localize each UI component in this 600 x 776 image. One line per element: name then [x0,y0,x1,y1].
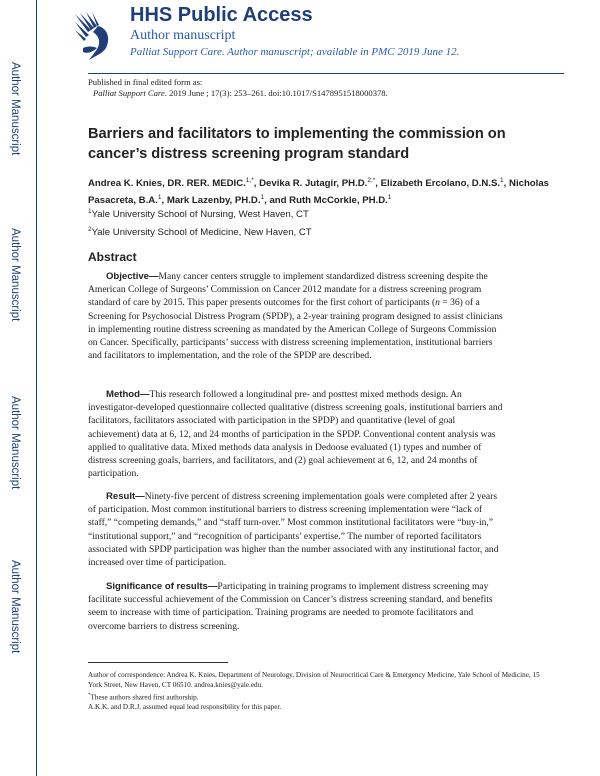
abstract-result [88,490,504,569]
author-list [88,174,550,208]
author-affiliation-mark: 1,* [245,177,254,184]
section-text: Many cancer centers struggle to implement standardized distress screening despite the American College of Surgeons’ Commission on Cancer 2012 mandate for a distress screening program standard of care by 2015. This paper presents outcomes for the first cohort of participants ( [88,271,488,309]
correspondence-note: Author of correspondence: Andrea K. Knies, Department of Neurology, Division of Neurocritical Care & Emergency Medicine, Yale School of Medicine, 15 York Street, New Haven, CT 06510. andrea.knies@yale.edu. [88,671,540,689]
section-label: Significance of results— [106,581,218,592]
citation-journal: Palliat Support Care [93,88,165,98]
author-separator: , [503,178,510,190]
sidebar-label: Author Manuscript [9,560,21,654]
section-text-continued: = 36) of a Screening for Psychosocial Distress Program (SPDP), a 2-year training program designed to assist clinicians in implementing routine distress screening as mandated by the American College of Surgeons Commission on Cancer. Specifically, participants’ success with distress screening implementation, institutional barriers and facilitators to implementation, and the role of the SPDP are described. [88,297,503,362]
section-text: Participating in training programs to implement distress screening may facilitate successful achievement of the Commission on Cancer’s distress screening standard, and benefits seem to increase with time of participation. Training programs are needed to promote facilitators and overcome barriers to distress screening. [88,581,493,632]
shared-mark: * [88,692,91,698]
footnotes [88,671,540,713]
author-name: Ruth McCorkle, PH.D. [289,195,388,207]
author-manuscript-label: Author manuscript [130,28,236,43]
hhs-title: HHS Public Access [130,4,313,26]
author-separator: , [253,178,260,190]
affiliation [88,226,312,238]
author-name: Devika R. Jutagir, PH.D. [259,178,368,190]
abstract-heading: Abstract [88,250,137,264]
sidebar-rule [36,0,37,776]
abstract-objective [88,270,504,362]
shared-authorship-note [88,691,540,703]
affiliation [88,208,309,220]
section-text: This research followed a longitudinal pre- and posttest mixed methods design. An investigator-developed questionnaire collected qualitative (distress screening goals, institutional barriers and facilitators, facilitators associated with participation in the SPDP) and quantitative (level of goal achievement) data at 6, 12, and 24 months of participation in the SPDP. Conventional content analysis was applied to qualitative data. Mixed methods data analysis in Dedoose evaluated (1) types and number of distress screening goals, barriers, and facilitators, and (2) goal achievement at 6, 12, and 24 months of participation. [88,389,503,480]
author-affiliation-mark: 1 [500,177,504,184]
author-name: Mark Lazenby, PH.D. [166,195,261,207]
affiliation-text: Yale University School of Medicine, New Haven, CT [91,227,312,239]
author-separator: , [161,195,167,207]
author-separator: , and [264,195,290,207]
author-affiliation-mark: 1 [387,194,392,202]
citation-details: . 2019 June ; 17(3): 253–261. doi:10.1017/S1478951518000378. [164,88,388,98]
sidebar-label: Author Manuscript [9,228,21,322]
author-name: Andrea K. Knies, DR. RER. MEDIC. [88,178,246,190]
author-separator: , [375,178,381,190]
abstract-method [88,388,504,480]
section-label: Method— [106,389,150,400]
author-affiliation-mark: 1 [157,194,162,202]
hhs-eagle-logo-icon [71,8,115,66]
footnote-divider [88,662,228,663]
affiliation-number: 1 [88,208,92,215]
article-title: Barriers and facilitators to implementing the commission on cancer’s distress screening program standard [88,126,506,162]
abstract-significance [88,580,504,633]
header-divider [88,73,564,74]
published-label: Published in final edited form as: [88,77,203,87]
journal-availability-note: Palliat Support Care. Author manuscript; available in PMC 2019 June 12. [130,46,460,58]
section-label: Objective— [106,271,159,282]
sidebar-label: Author Manuscript [9,396,21,490]
published-info [88,77,388,99]
author-name: Elizabeth Ercolano, D.N.S. [380,178,501,190]
section-text: Ninety-five percent of distress screening implementation goals were completed after 2 years of participation. Most common institutional barriers to distress screening implementation were “lack of staff,” “competing demands,” and “staff turn-over.” Most common institutional facilitators were “buy-in,” “institutional support,” and “recognition of participants’ expertise.” The number of reported facilitators associated with SPDP participation was higher than the number associated with any institutional factor, and increased over time of participation. [88,491,499,569]
sidebar-label: Author Manuscript [9,62,21,156]
affiliation-text: Yale University School of Nursing, West Haven, CT [91,209,309,221]
section-italic: n [435,297,440,309]
equal-responsibility-note: A.K.K. and D.R.J. assumed equal lead responsibility for this paper. [88,702,282,711]
author-affiliation-mark: 1 [260,194,265,202]
section-label: Result— [106,491,145,502]
shared-authorship-text: These authors shared first authorship. [90,692,199,701]
citation [88,88,388,99]
author-name: Nicholas Pasacreta, B.A. [88,178,550,207]
affiliation-number: 2 [88,226,92,233]
author-affiliation-mark: 2,* [367,177,376,184]
